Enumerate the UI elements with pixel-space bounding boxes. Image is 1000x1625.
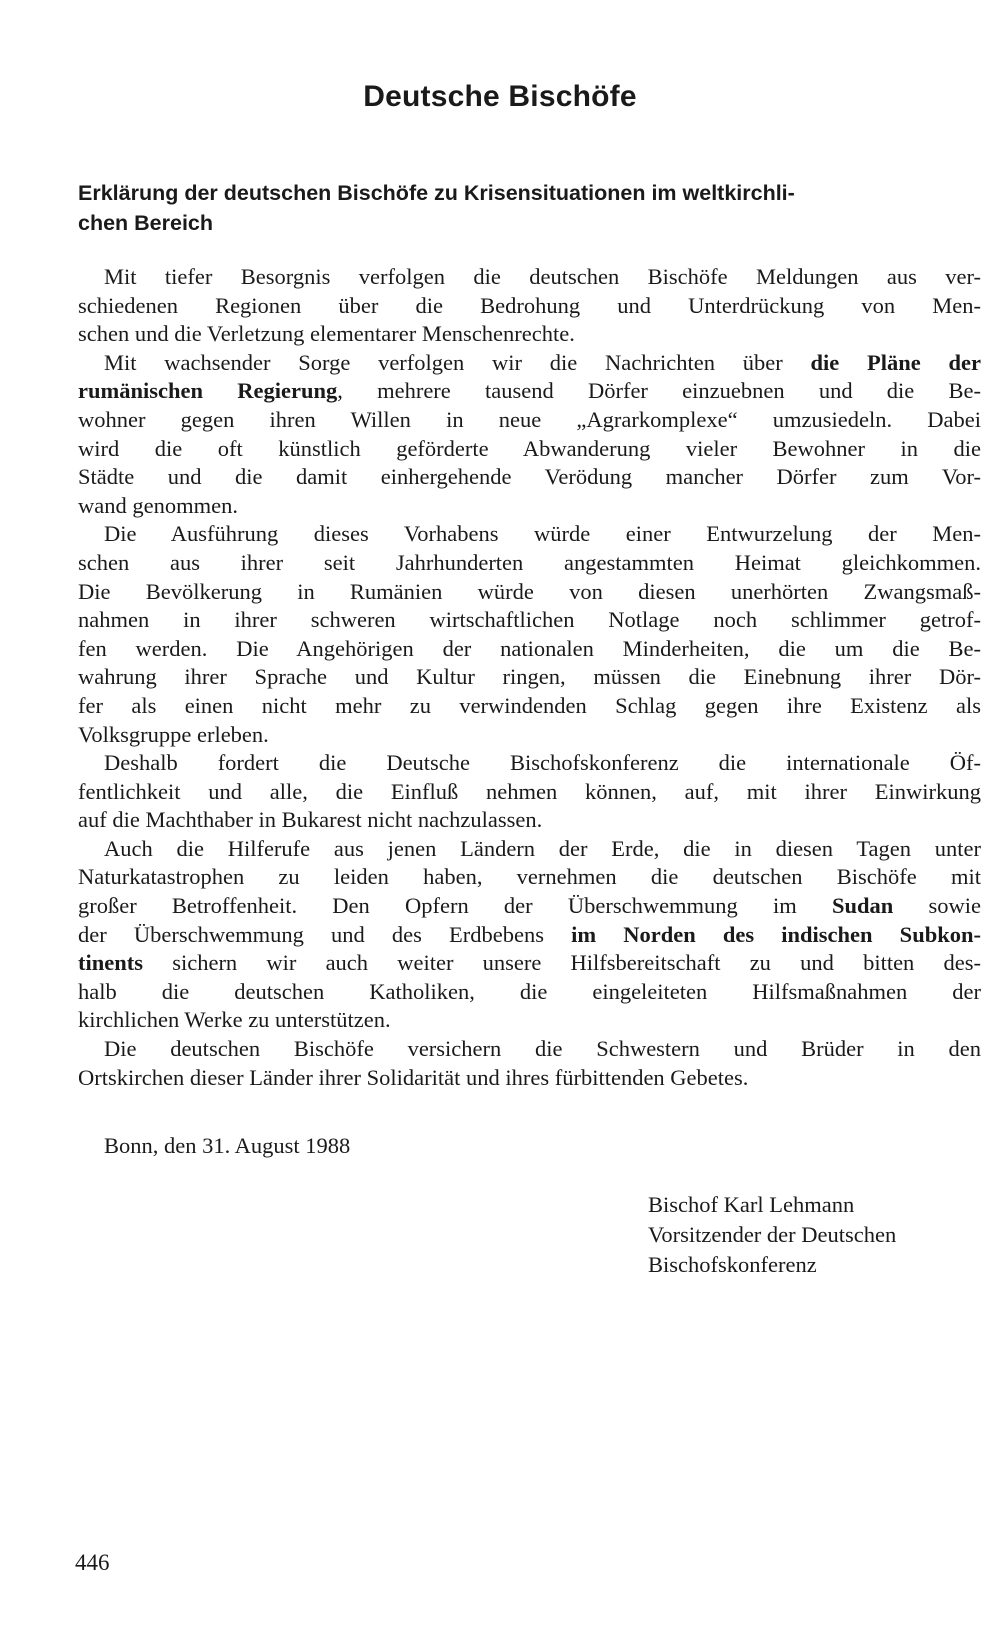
text-line	[78, 1064, 981, 1093]
text-run: kirchlichen Werke zu unterstützen.	[78, 1007, 391, 1033]
text-line	[78, 320, 981, 349]
text-line	[78, 949, 981, 978]
text-run: Deshalb fordert die Deutsche Bischofskonferenz die internationale Öf-	[104, 750, 981, 776]
emphasized-text: rumänischen Regierung	[78, 378, 338, 404]
text-line	[78, 349, 981, 378]
text-run: wahrung ihrer Sprache und Kultur ringen, müssen die Einebnung ihrer Dör-	[78, 664, 981, 690]
text-run: großer Betroffenheit. Den Opfern der Überschwemmung im	[78, 893, 832, 919]
text-line	[78, 635, 981, 664]
text-run: der Überschwemmung und des Erdbebens	[78, 921, 572, 947]
text-line	[78, 1035, 981, 1064]
text-line	[78, 806, 981, 835]
text-run: auf die Machthaber in Bukarest nicht nachzulassen.	[78, 807, 543, 833]
text-line	[78, 492, 981, 521]
text-line	[78, 778, 981, 807]
text-line	[78, 435, 981, 464]
text-run: sichern wir auch weiter unsere Hilfsbereitschaft zu und bitten des-	[143, 950, 981, 976]
text-run: schen und die Verletzung elementarer Menschenrechte.	[78, 321, 575, 347]
text-line	[78, 406, 981, 435]
emphasized-text: tinents	[78, 950, 144, 976]
emphasized-text: Sudan	[831, 893, 894, 919]
text-line	[78, 263, 981, 292]
text-run: wand genommen.	[78, 492, 238, 518]
text-run: schiedenen Regionen über die Bedrohung und Unterdrückung von Men-	[78, 292, 981, 318]
text-line	[78, 549, 981, 578]
text-line	[78, 921, 981, 950]
text-line	[78, 863, 981, 892]
text-run: Mit tiefer Besorgnis verfolgen die deutschen Bischöfe Meldungen aus ver-	[104, 264, 981, 289]
text-line	[78, 377, 981, 406]
text-line	[78, 663, 981, 692]
text-line	[78, 1006, 981, 1035]
signatory-role: Vorsitzender der Deutschen	[648, 1222, 897, 1247]
text-run: Volksgruppe erleben.	[78, 721, 269, 747]
text-line	[78, 606, 981, 635]
signatory-name: Bischof Karl Lehmann	[648, 1192, 855, 1217]
text-run: Die Bevölkerung in Rumänien würde von diesen unerhörten Zwangsmaß-	[78, 578, 981, 604]
text-line	[78, 892, 981, 921]
signatory-organization: Bischofskonferenz	[648, 1252, 817, 1277]
text-run: Städte und die damit einhergehende Verödung mancher Dörfer zum Vor-	[78, 464, 981, 490]
text-run: Die Ausführung dieses Vorhabens würde einer Entwurzelung der Men-	[104, 521, 981, 547]
text-run: fen werden. Die Angehörigen der nationalen Minderheiten, die um die Be-	[78, 635, 981, 661]
section-heading-line: Erklärung der deutschen Bischöfe zu Krisensituationen im weltkirchli-	[78, 181, 795, 205]
text-line	[78, 692, 981, 721]
text-line	[78, 520, 981, 549]
text-run: Mit wachsender Sorge verfolgen wir die Nachrichten über	[104, 349, 811, 375]
text-run: Die deutschen Bischöfe versichern die Schwestern und Brüder in den	[104, 1036, 981, 1062]
text-run: schen aus ihrer seit Jahrhunderten angestammten Heimat gleichkommen.	[78, 549, 981, 575]
text-line	[78, 292, 981, 321]
text-run: sowie	[893, 893, 981, 919]
emphasized-text: die Pläne der	[810, 349, 982, 375]
text-run: Ortskirchen dieser Länder ihrer Solidarität und ihres fürbittenden Gebetes.	[78, 1064, 749, 1090]
text-run: halb die deutschen Katholiken, die eingeleiteten Hilfsmaßnahmen der	[78, 978, 981, 1004]
emphasized-text: im Norden des indischen Subkon-	[571, 921, 981, 947]
text-run: fentlichkeit und alle, die Einfluß nehmen können, auf, mit ihrer Einwirkung	[78, 778, 981, 804]
text-line	[78, 578, 981, 607]
text-line	[78, 835, 981, 864]
statement-body	[78, 263, 981, 1092]
text-run: nahmen in ihrer schweren wirtschaftlichen Notlage noch schlimmer getrof-	[78, 607, 981, 633]
page-number: 446	[75, 1550, 110, 1575]
text-line	[78, 749, 981, 778]
text-run: wird die oft künstlich geförderte Abwanderung vieler Bewohner in die	[78, 435, 981, 461]
text-run: Auch die Hilferufe aus jenen Ländern der Erde, die in diesen Tagen unter	[104, 835, 981, 861]
dateline: Bonn, den 31. August 1988	[104, 1133, 351, 1158]
text-run: fer als einen nicht mehr zu verwindenden Schlag gegen ihre Existenz als	[78, 692, 981, 718]
text-run: wohner gegen ihren Willen in neue „Agrarkomplexe“ umzusiedeln. Dabei	[78, 406, 981, 432]
section-heading	[78, 178, 978, 238]
signature-block	[648, 1190, 896, 1280]
text-line	[78, 978, 981, 1007]
text-line	[78, 463, 981, 492]
section-heading-line: chen Bereich	[78, 211, 214, 235]
text-run: Naturkatastrophen zu leiden haben, vernehmen die deutschen Bischöfe mit	[78, 864, 981, 890]
text-run: , mehrere tausend Dörfer einzuebnen und die Be-	[337, 378, 982, 404]
page-title: Deutsche Bischöfe	[363, 80, 637, 113]
text-line	[78, 721, 981, 750]
